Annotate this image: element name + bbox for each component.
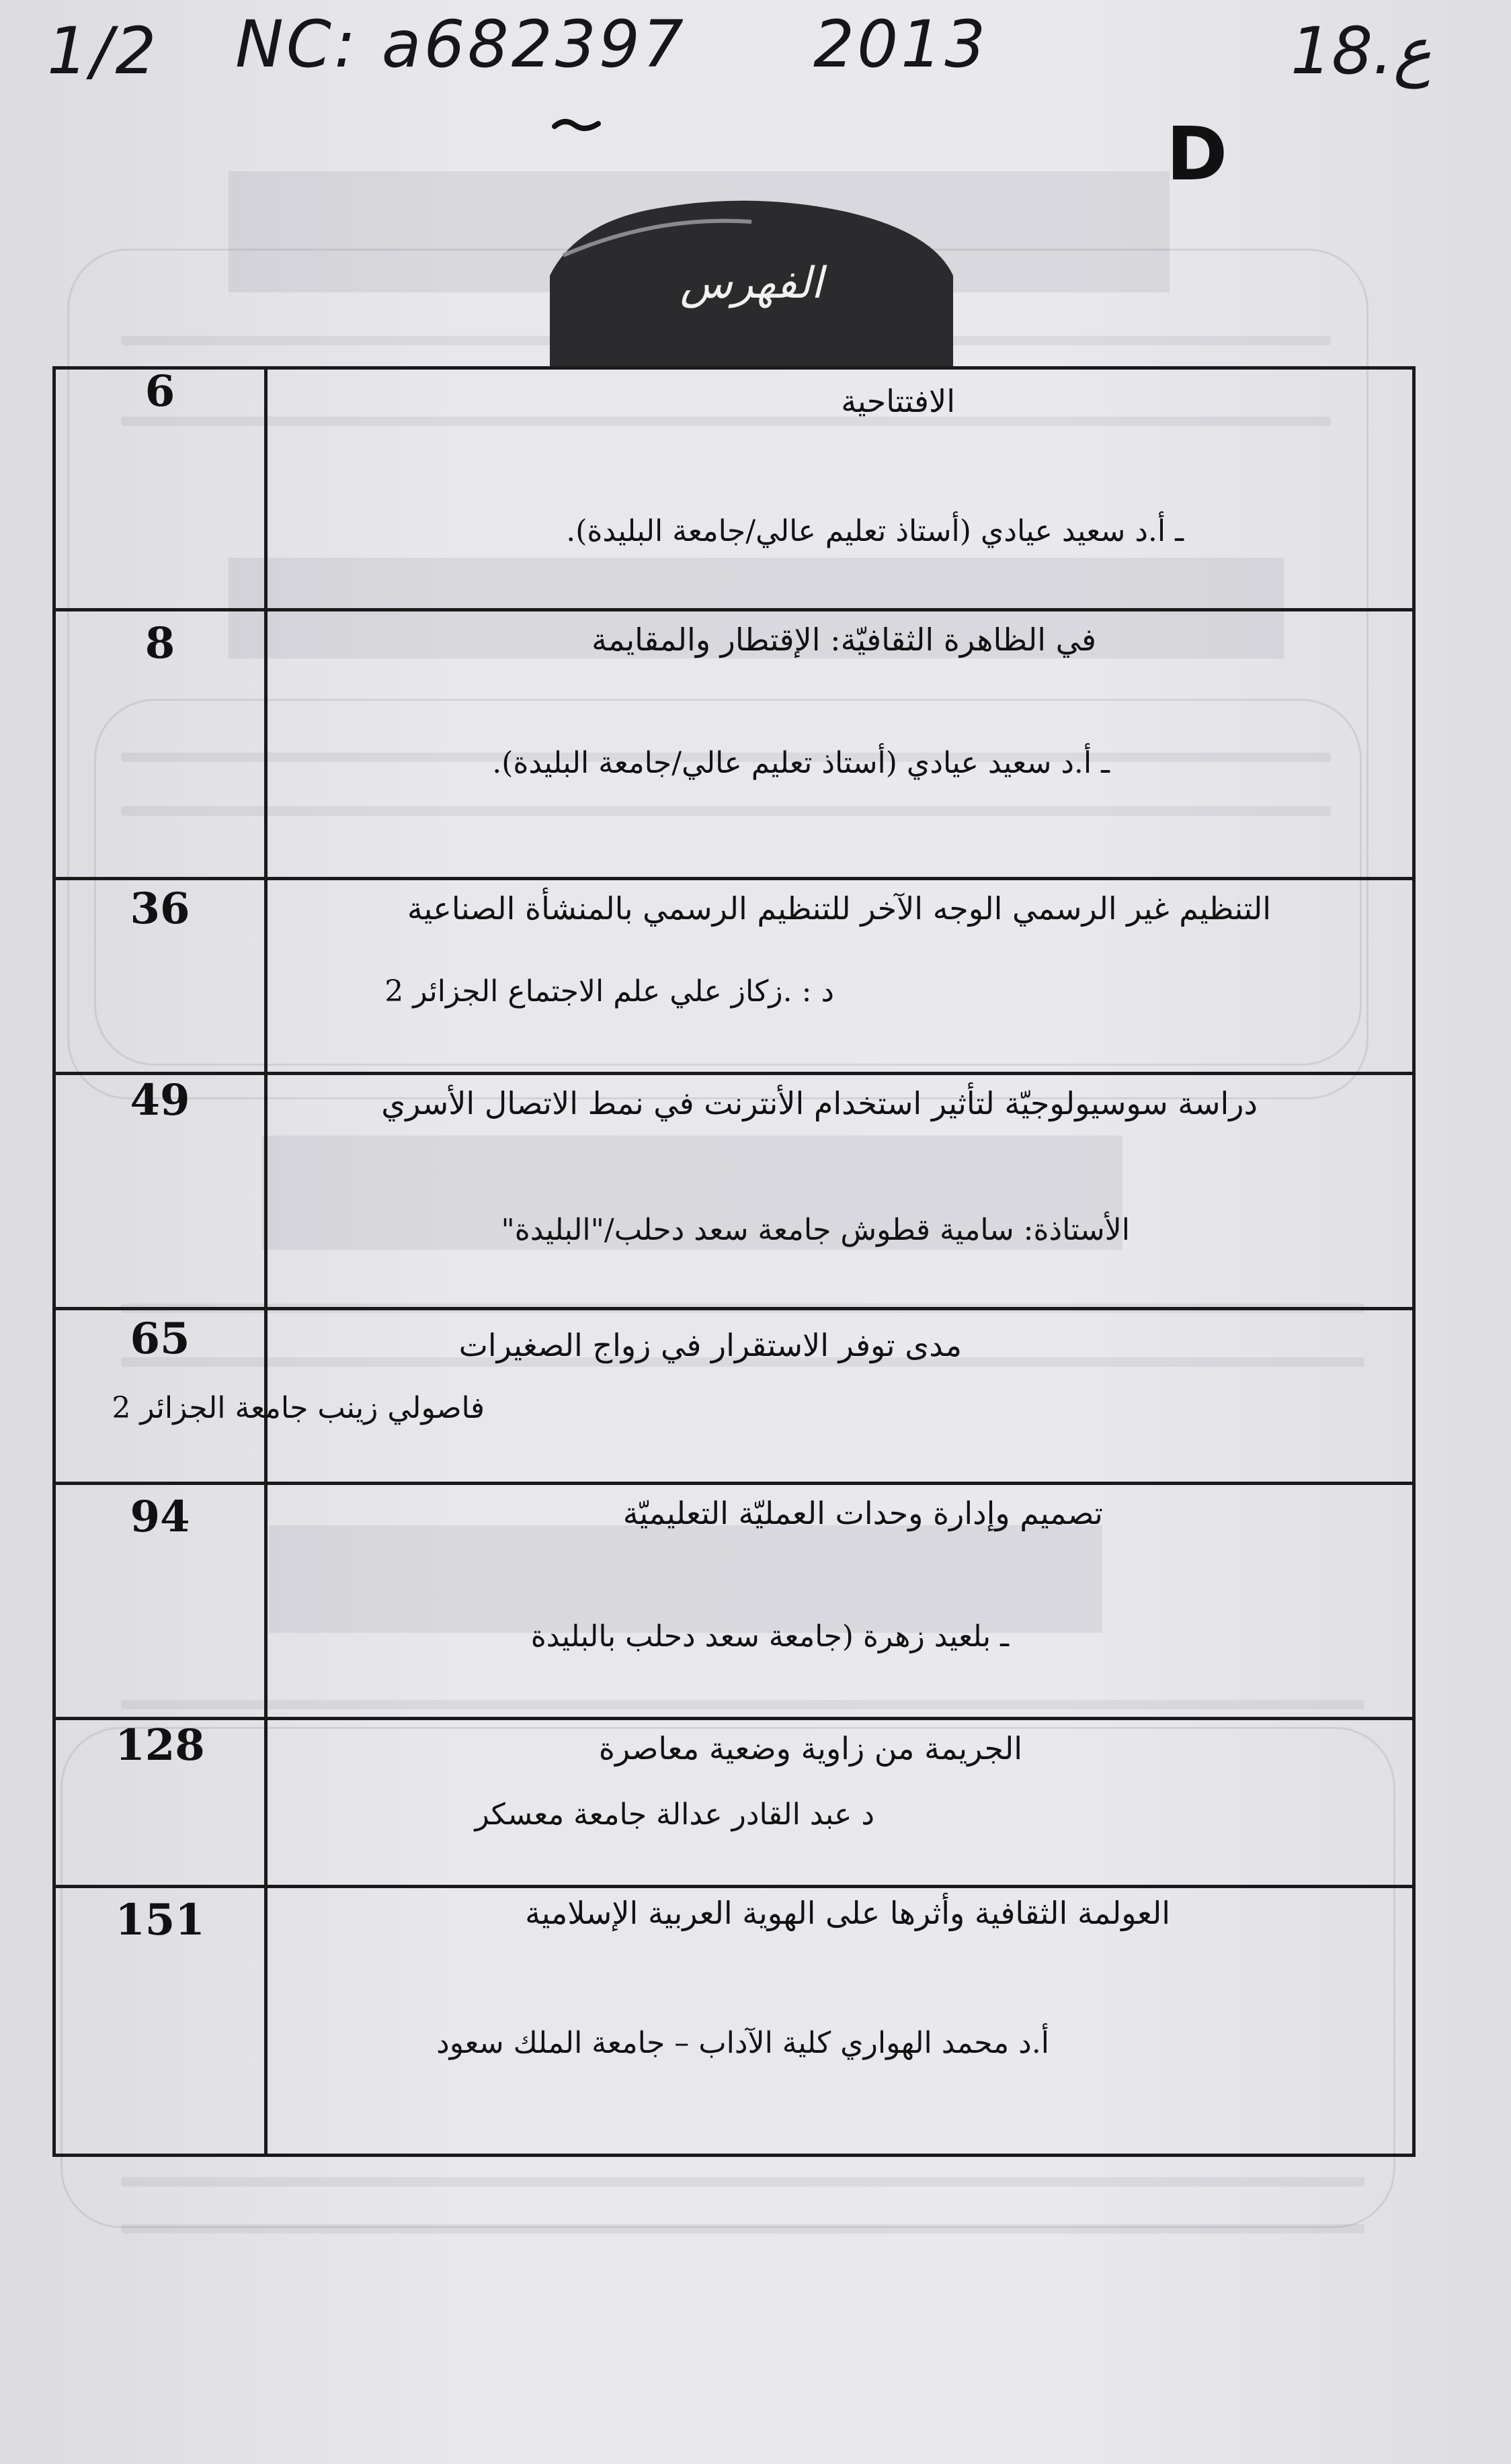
row-divider (56, 1885, 1412, 1888)
entry-title: دراسة سوسيولوجيّة لتأثير استخدام الأنترنت في نمط الاتصال الأسري (381, 1085, 1258, 1121)
entry-author: د عبد القادر عدالة جامعة معسكر (475, 1797, 874, 1832)
show-through-line (121, 2224, 1364, 2234)
row-divider (56, 1482, 1412, 1485)
entry-title: الجريمة من زاوية وضعية معاصرة (598, 1730, 1022, 1767)
entry-author: ـ أ.د سعيد عيادي (أستاذ تعليم عالي/جامعة البليدة). (566, 514, 1184, 548)
page-number: 49 (130, 1075, 190, 1125)
row-divider (56, 608, 1412, 611)
entry-author: ـ أ.د سعيد عيادي (أستاذ تعليم عالي/جامعة البليدة). (492, 746, 1110, 780)
ink-mark (551, 114, 605, 134)
entry-title: في الظاهرة الثقافيّة: الإقتطار والمقايمة (591, 622, 1096, 658)
page-number: 65 (130, 1314, 190, 1364)
handwritten-year: 2013 (813, 7, 989, 82)
page-number: 128 (115, 1720, 205, 1771)
show-through-line (121, 2177, 1364, 2186)
entry-title: الافتتاحية (841, 383, 955, 419)
entry-author: أ.د محمد الهواري كلية الآداب – جامعة الملك سعود (436, 2026, 1049, 2060)
entry-author: ـ بلعيد زهرة (جامعة سعد دحلب بالبليدة (530, 1619, 1009, 1654)
entry-title: التنظيم غير الرسمي الوجه الآخر للتنظيم الرسمي بالمنشأة الصناعية (407, 890, 1271, 927)
entry-author: الأستاذة: سامية قطوش جامعة سعد دحلب/"البليدة" (501, 1213, 1130, 1247)
handwritten-letter: D (1166, 111, 1228, 197)
handwritten-code: NC: a682397 (235, 7, 686, 82)
entry-title: مدى توفر الاستقرار في زواج الصغيرات (458, 1327, 962, 1363)
row-divider (56, 877, 1412, 880)
row-divider (56, 1307, 1412, 1310)
entry-author: د : .زكاز علي علم الاجتماع الجزائر 2 (384, 974, 834, 1009)
entry-title: تصميم وإدارة وحدات العمليّة التعليميّة (622, 1495, 1103, 1531)
handwritten-number: 18.ع (1291, 13, 1432, 89)
page-number: 6 (145, 366, 175, 417)
entry-title: العولمة الثقافية وأثرها على الهوية العربية الإسلامية (525, 1895, 1170, 1931)
entry-author: فاصولي زينب جامعة الجزائر 2 (112, 1391, 485, 1425)
page-title: الفهرس (680, 259, 823, 308)
handwritten-fraction: 1/2 (47, 13, 159, 89)
table-of-contents (52, 366, 1416, 2157)
page-number: 8 (145, 618, 175, 669)
page-number: 94 (130, 1492, 190, 1542)
page-number: 36 (130, 884, 190, 934)
page-number: 151 (115, 1895, 205, 1945)
